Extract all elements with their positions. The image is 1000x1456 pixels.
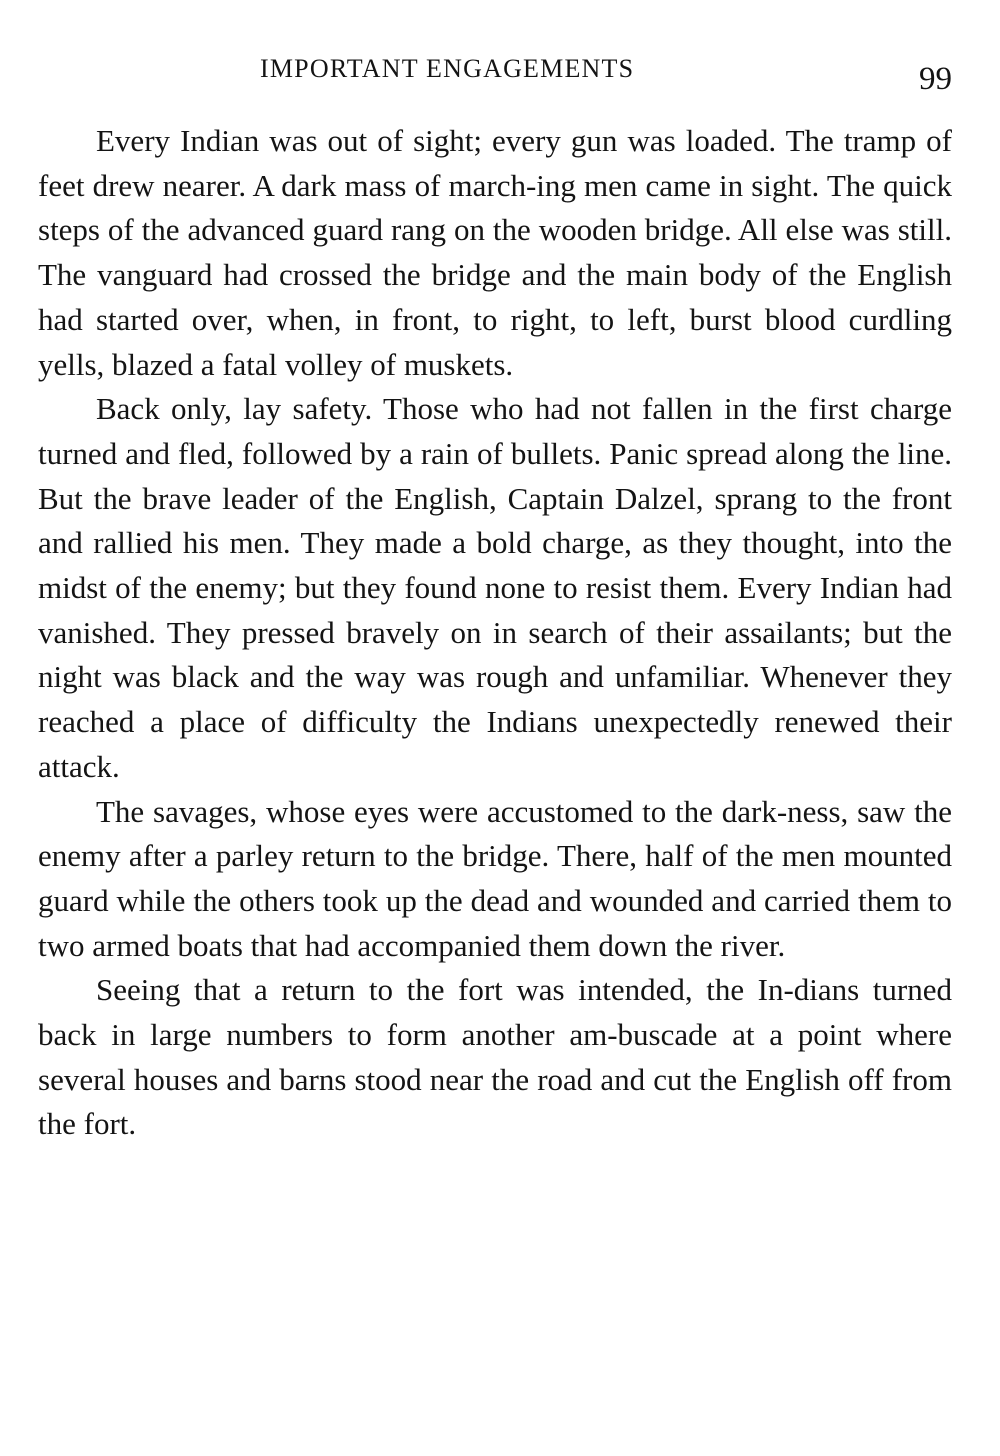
paragraph-1: Every Indian was out of sight; every gun was loaded. The tramp of feet drew nearer. A dark mass of march-ing men came in sight. The quick steps of the advanced guard rang on the wooden bridge. All else was still. The vanguard had crossed the bridge and the main body of the English had started over, when, in front, to right, to left, burst blood curdling yells, blazed a fatal volley of muskets. bbox=[38, 123, 952, 382]
paragraph-2: Back only, lay safety. Those who had not fallen in the first charge turned and fled, followed by a rain of bullets. Panic spread along the line. But the brave leader of the English, Captain Dalzel, sprang to the front and rallied his men. They made a bold charge, as they thought, into the midst of the enemy; but they found none to resist them. Every Indian had vanished. They pressed bravely on in search of their assailants; but the night was black and the way was rough and unfamiliar. Whenever they reached a place of difficulty the Indians unexpectedly renewed their attack. bbox=[38, 391, 952, 784]
running-header bbox=[38, 50, 952, 97]
paragraph-4: Seeing that a return to the fort was intended, the In-dians turned back in large numbers to form another am-buscade at a point where several houses and barns stood near the road and cut the English off from the fort. bbox=[38, 972, 952, 1142]
book-page bbox=[38, 0, 952, 1456]
page-number: 99 bbox=[919, 61, 952, 97]
paragraph-3: The savages, whose eyes were accustomed to the dark-ness, saw the enemy after a parley return to the bridge. There, half of the men mounted guard while the others took up the dead and wounded and carried them to two armed boats that had accompanied them down the river. bbox=[38, 793, 952, 963]
body-text bbox=[38, 119, 952, 1147]
running-header-title: IMPORTANT ENGAGEMENTS bbox=[260, 54, 635, 83]
